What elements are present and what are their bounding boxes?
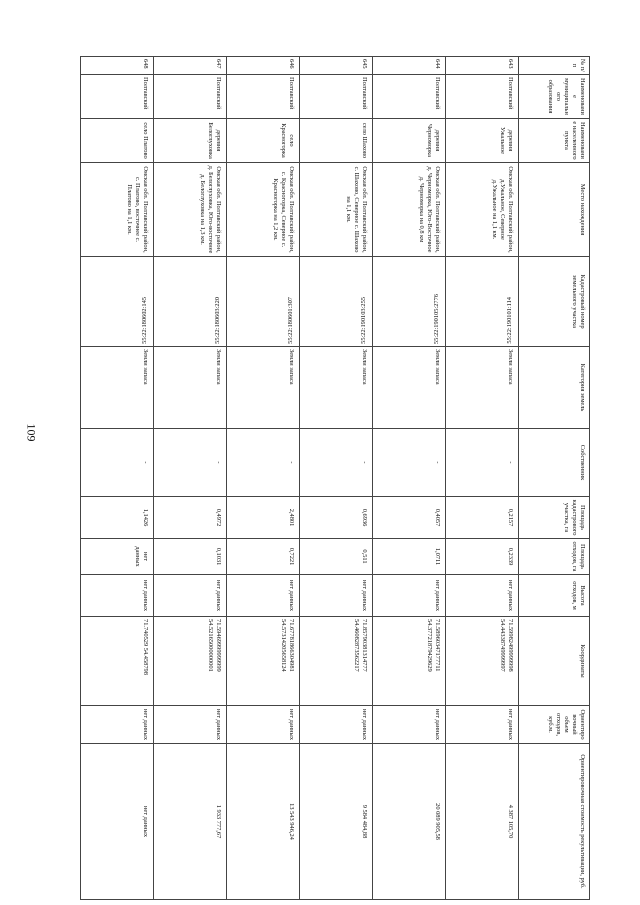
table-row (154, 57, 227, 900)
cell-location: Омская обл. Полтавский район, д.Ужальное, Северное д.Ужальное на 1,1 км. (446, 163, 519, 257)
cadastral-text: 55:22:180603:220 (214, 297, 221, 344)
cell-settlement: село Платово (81, 119, 154, 163)
cell-cadastral (373, 257, 446, 347)
cell-coords: 71.59982499999998 54.44338749999997 (446, 617, 519, 706)
cell-category: Земли запаса (227, 347, 300, 429)
cell-municipality: Полтавский (373, 75, 446, 119)
table-row (81, 57, 154, 900)
cell-owner: - (81, 429, 154, 497)
cell-location: Омская обл. Полтавский район, д. Белоглуховка, Юго-восточнее д. Белоглуховка на 1,3 км. (154, 163, 227, 257)
cell-coords: 71.740529 54.458798 (81, 617, 154, 706)
rotated-table-container (80, 56, 590, 889)
cell-height: нет данных (300, 575, 373, 617)
table-row (373, 57, 446, 900)
cell-volume: нет данных (81, 706, 154, 744)
cadastral-text: 55:22:190101:114 (506, 297, 513, 344)
cell-height: нет данных (446, 575, 519, 617)
cell-owner: - (154, 429, 227, 497)
cadastral-text: 55:22:180601:307 (287, 297, 294, 344)
cell-owner: - (227, 429, 300, 497)
cell-owner: - (300, 429, 373, 497)
header-owner: Собственник (519, 429, 590, 497)
cell-waste-area: 0,7221 (227, 539, 300, 575)
header-location: Место нахождения (519, 163, 590, 257)
header-waste-area: Площадь отходов, га (519, 539, 590, 575)
header-category: Категория земель (519, 347, 590, 429)
cell-volume: нет данных (227, 706, 300, 744)
cell-location: Омская обл. Полтавский район, с. Шахово, Северное с. Шахово на 1,1 км. (300, 163, 373, 257)
cell-cadastral (227, 257, 300, 347)
cell-volume: нет данных (300, 706, 373, 744)
cell-cad-area: 0,4057 (373, 497, 446, 539)
cell-settlement: село Красногорка (227, 119, 300, 163)
header-cadastral: Кадастровый номер земельного участка (519, 257, 590, 347)
table-row (446, 57, 519, 900)
cell-cadastral (154, 257, 227, 347)
cell-num: 645 (300, 57, 373, 75)
cell-cadastral (81, 257, 154, 347)
cell-cost: 1 933 777,67 (154, 744, 227, 900)
table-row (300, 57, 373, 900)
cell-category: Земли запаса (154, 347, 227, 429)
header-cost: Ориентировочная стоимость рекультивации, руб. (519, 744, 590, 900)
cell-volume: нет данных (154, 706, 227, 744)
cell-num: 644 (373, 57, 446, 75)
page-number: 109 (24, 423, 39, 442)
cadastral-text: 55:22:190103:255 (360, 297, 367, 344)
cell-location: Омская обл. Полтавский район, с. Платово, восточнее с. Платово на 1,1 км. (81, 163, 154, 257)
header-row (519, 57, 590, 900)
cell-category: Земли запаса (373, 347, 446, 429)
cell-num: 646 (227, 57, 300, 75)
header-settlement: Наименование населенного пункта (519, 119, 590, 163)
cell-waste-area: 1,0711 (373, 539, 446, 575)
cell-cost: нет данных (81, 744, 154, 900)
cell-coords: 71.59469999999999 54.52165000000001 (154, 617, 227, 706)
landfill-table (80, 56, 590, 900)
table-row (227, 57, 300, 900)
cell-settlement: деревня Белоглуховка (154, 119, 227, 163)
cell-municipality: Полтавский (81, 75, 154, 119)
cell-cost: 9 584 484,88 (300, 744, 373, 900)
cadastral-text: 55:22:180602:145 (141, 297, 148, 344)
cell-cad-area: 0,6936 (300, 497, 373, 539)
cell-municipality: Полтавский (154, 75, 227, 119)
cell-coords: 71.58960347177711 54.37721879429629 (373, 617, 446, 706)
cell-settlement: деревня Ужальное (446, 119, 519, 163)
cell-municipality: Полтавский (446, 75, 519, 119)
cell-waste-area: 0,2339 (446, 539, 519, 575)
cell-coords: 71.85790381314777 54.46082873562217 (300, 617, 373, 706)
cadastral-text: 55:22:190105:2776 (433, 293, 440, 344)
cell-cad-area: 2,4801 (227, 497, 300, 539)
cell-cad-area: 0,2157 (446, 497, 519, 539)
cell-category: Земли запаса (446, 347, 519, 429)
cell-settlement: село Шахово (300, 119, 373, 163)
header-num: № п/п (519, 57, 590, 75)
cell-cost: 13 543 946,24 (227, 744, 300, 900)
header-municipality: Наименование муниципального образования (519, 75, 590, 119)
cell-num: 648 (81, 57, 154, 75)
cell-municipality: Полтавский (300, 75, 373, 119)
cell-num: 647 (154, 57, 227, 75)
cell-cost: 4 387 105,70 (446, 744, 519, 900)
cell-municipality: Полтавский (227, 75, 300, 119)
cell-volume: нет данных (373, 706, 446, 744)
cell-location: Омская обл. Полтавский район, с. Красногорка, Северное с. Красногорка на 1,2 км. (227, 163, 300, 257)
cell-cost: 20 089 905,58 (373, 744, 446, 900)
cell-height: нет данных (154, 575, 227, 617)
cell-coords: 71.67781866304981 54.57314205658124 (227, 617, 300, 706)
cell-cadastral (446, 257, 519, 347)
cell-settlement: деревня Черноморка (373, 119, 446, 163)
cell-waste-area: нет данных (81, 539, 154, 575)
cell-category: Земли запаса (300, 347, 373, 429)
cell-location: Омская обл. Полтавский район, д. Черноморка, Юго-Восточное д. Черноморка на 0,8 км (373, 163, 446, 257)
cell-category: Земли запаса (81, 347, 154, 429)
cell-cad-area: 0,4972 (154, 497, 227, 539)
cell-cadastral (300, 257, 373, 347)
cell-waste-area: 0,511 (300, 539, 373, 575)
cell-owner: - (373, 429, 446, 497)
header-coords: Координаты (519, 617, 590, 706)
cell-height: нет данных (81, 575, 154, 617)
header-volume: Ориентировочный объем отходов, куб.м. (519, 706, 590, 744)
cell-volume: нет данных (446, 706, 519, 744)
cell-waste-area: 0,1031 (154, 539, 227, 575)
cell-num: 643 (446, 57, 519, 75)
cell-height: нет данных (227, 575, 300, 617)
header-cad-area: Площадь кадастрового участка, га (519, 497, 590, 539)
cell-height: нет данных (373, 575, 446, 617)
cell-owner: - (446, 429, 519, 497)
cell-cad-area: 1,1426 (81, 497, 154, 539)
header-height: Высота отходов, м (519, 575, 590, 617)
